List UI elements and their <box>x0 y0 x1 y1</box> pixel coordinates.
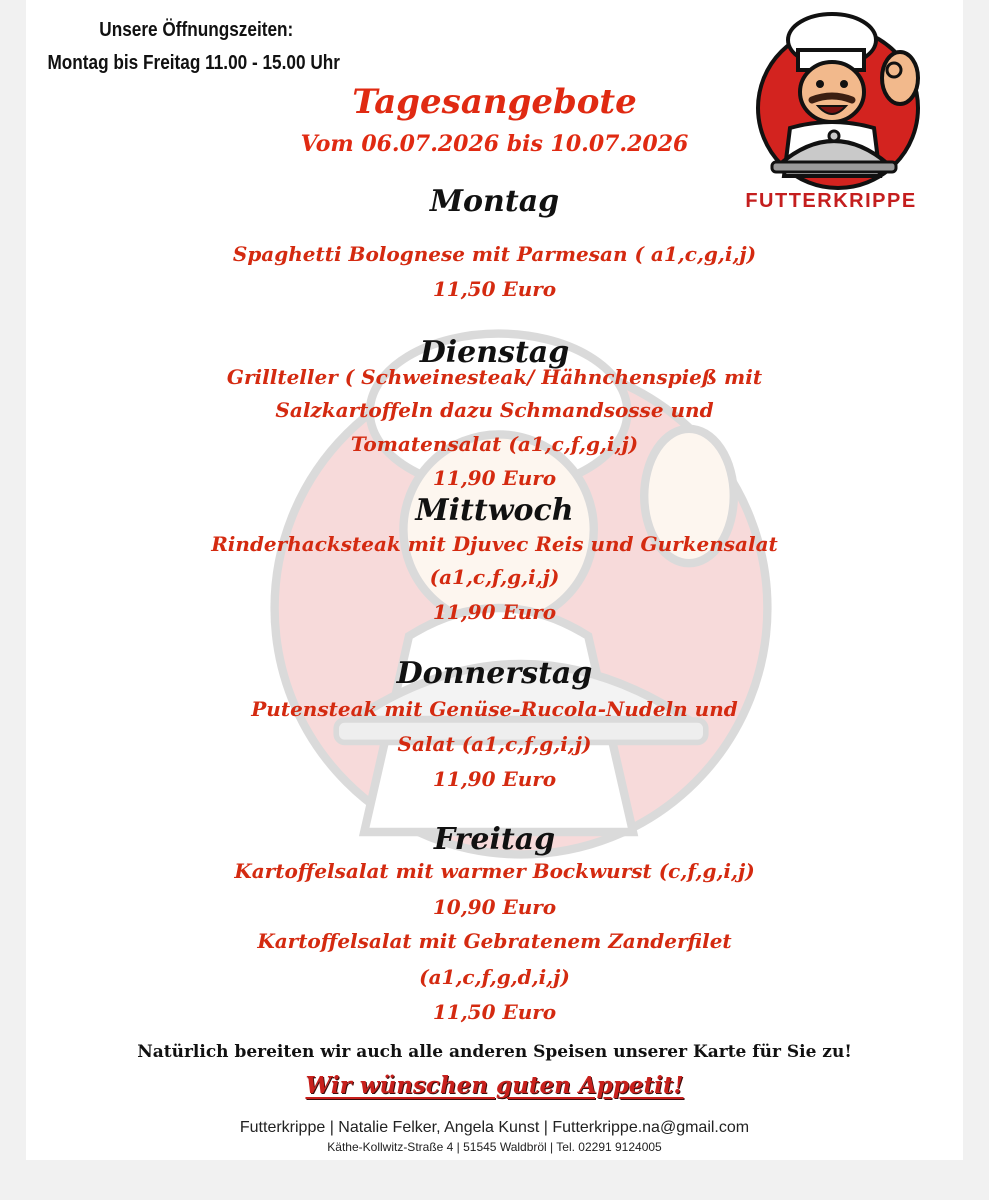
dish-line: Grillteller ( Schweinesteak/ Hähnchenspieß mit <box>226 365 763 389</box>
greeting: Wir wünschen guten Appetit! <box>305 1072 684 1099</box>
date-range: Vom 06.07.2026 bis 10.07.2026 <box>300 131 689 157</box>
opening-hours-heading: Unsere Öffnungszeiten: <box>99 19 294 41</box>
dish-line: Kartoffelsalat mit Gebratenem Zanderfilet <box>257 929 732 953</box>
dish-line: Putensteak mit Genüse-Rucola-Nudeln und <box>251 697 738 721</box>
footer-contact: Futterkrippe | Natalie Felker, Angela Kunst | Futterkrippe.na@gmail.com <box>239 1119 750 1136</box>
dish-line: Rinderhacksteak mit Djuvec Reis und Gurkensalat <box>211 532 778 556</box>
dish-line: (a1,c,f,g,d,i,j) <box>419 965 570 989</box>
dish-line: Kartoffelsalat mit warmer Bockwurst (c,f,g,i,j) <box>234 859 755 883</box>
day-heading-mittwoch: Mittwoch <box>415 493 574 528</box>
dish-line: (a1,c,f,g,i,j) <box>429 565 560 589</box>
price-line: 11,50 Euro <box>432 277 557 301</box>
dish-line: Salzkartoffeln dazu Schmandsosse und <box>275 398 714 422</box>
dish-line: Spaghetti Bolognese mit Parmesan ( a1,c,g,i,j) <box>232 242 757 266</box>
menu-note: Natürlich bereiten wir auch alle anderen Speisen unserer Karte für Sie zu! <box>137 1042 852 1062</box>
opening-hours-times: Montag bis Freitag 11.00 - 15.00 Uhr <box>47 52 340 74</box>
day-heading-montag: Montag <box>429 184 560 219</box>
day-heading-dienstag: Dienstag <box>419 335 570 370</box>
menu-page <box>26 0 963 1160</box>
page-title: Tagesangebote <box>352 82 637 122</box>
day-heading-freitag: Freitag <box>433 822 556 857</box>
price-line: 10,90 Euro <box>432 895 557 919</box>
logo-text: FUTTERKRIPPE <box>745 190 917 212</box>
price-line: 11,90 Euro <box>432 767 557 791</box>
footer-address: Käthe-Kollwitz-Straße 4 | 51545 Waldbröl | Tel. 02291 9124005 <box>327 1140 662 1154</box>
day-heading-donnerstag: Donnerstag <box>396 656 593 691</box>
price-line: 11,50 Euro <box>432 1000 557 1024</box>
price-line: 11,90 Euro <box>432 466 557 490</box>
price-line: 11,90 Euro <box>432 600 557 624</box>
opening-hours <box>26 14 344 80</box>
dish-line: Salat (a1,c,f,g,i,j) <box>397 732 592 756</box>
dish-line: Tomatensalat (a1,c,f,g,i,j) <box>350 432 639 456</box>
